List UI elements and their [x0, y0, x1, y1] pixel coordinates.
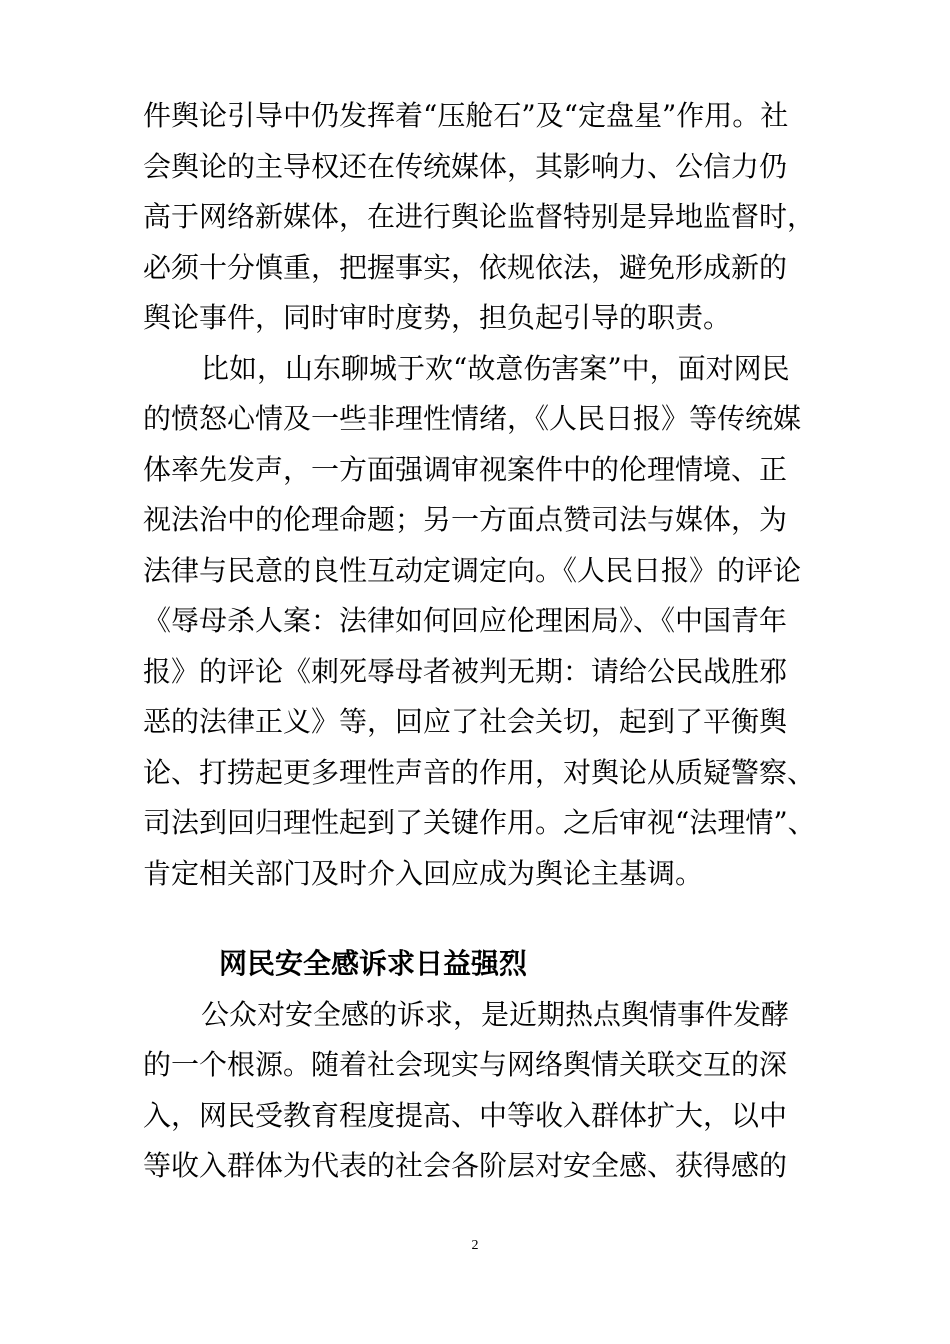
paragraph-first-line: 公众对安全感的诉求，是近期热点舆情事件发酵	[201, 998, 790, 1031]
body-text-line: 舆论事件，同时审时度势，担负起引导的职责。	[143, 301, 732, 334]
body-text-line: 高于网络新媒体，在进行舆论监督特别是异地监督时，	[143, 200, 816, 233]
body-text-line: 件舆论引导中仍发挥着“压舱石”及“定盘星”作用。社	[143, 99, 789, 132]
body-text-line: 必须十分慎重，把握事实，依规依法，避免形成新的	[143, 251, 788, 284]
paragraph-first-line: 比如，山东聊城于欢“故意伤害案”中，面对网民	[201, 352, 790, 385]
body-text-line: 《辱母杀人案：法律如何回应伦理困局》、《中国青年	[143, 604, 788, 637]
body-text-line: 视法治中的伦理命题；另一方面点赞司法与媒体，为	[143, 503, 788, 536]
body-text-line: 报》的评论《刺死辱母者被判无期：请给公民战胜邪	[143, 655, 788, 688]
body-text-line: 肯定相关部门及时介入回应成为舆论主基调。	[143, 857, 704, 890]
body-text-line: 体率先发声，一方面强调审视案件中的伦理情境、正	[143, 453, 788, 486]
body-text-line: 恶的法律正义》等，回应了社会关切，起到了平衡舆	[143, 705, 788, 738]
body-text-line: 的一个根源。随着社会现实与网络舆情关联交互的深	[143, 1048, 788, 1081]
section-heading: 网民安全感诉求日益强烈	[219, 947, 528, 980]
body-text-line: 司法到回归理性起到了关键作用。之后审视“法理情”、	[143, 806, 816, 839]
body-text-line: 的愤怒心情及一些非理性情绪，《人民日报》等传统媒	[143, 402, 802, 435]
body-text-line: 会舆论的主导权还在传统媒体，其影响力、公信力仍	[143, 150, 788, 183]
body-text-line: 入，网民受教育程度提高、中等收入群体扩大，以中	[143, 1099, 788, 1132]
body-text-line: 论、打捞起更多理性声音的作用，对舆论从质疑警察、	[143, 756, 816, 789]
body-text-line: 法律与民意的良性互动定调定向。《人民日报》的评论	[143, 554, 802, 587]
body-text-line: 等收入群体为代表的社会各阶层对安全感、获得感的	[143, 1149, 788, 1182]
page-number: 2	[471, 1238, 479, 1253]
